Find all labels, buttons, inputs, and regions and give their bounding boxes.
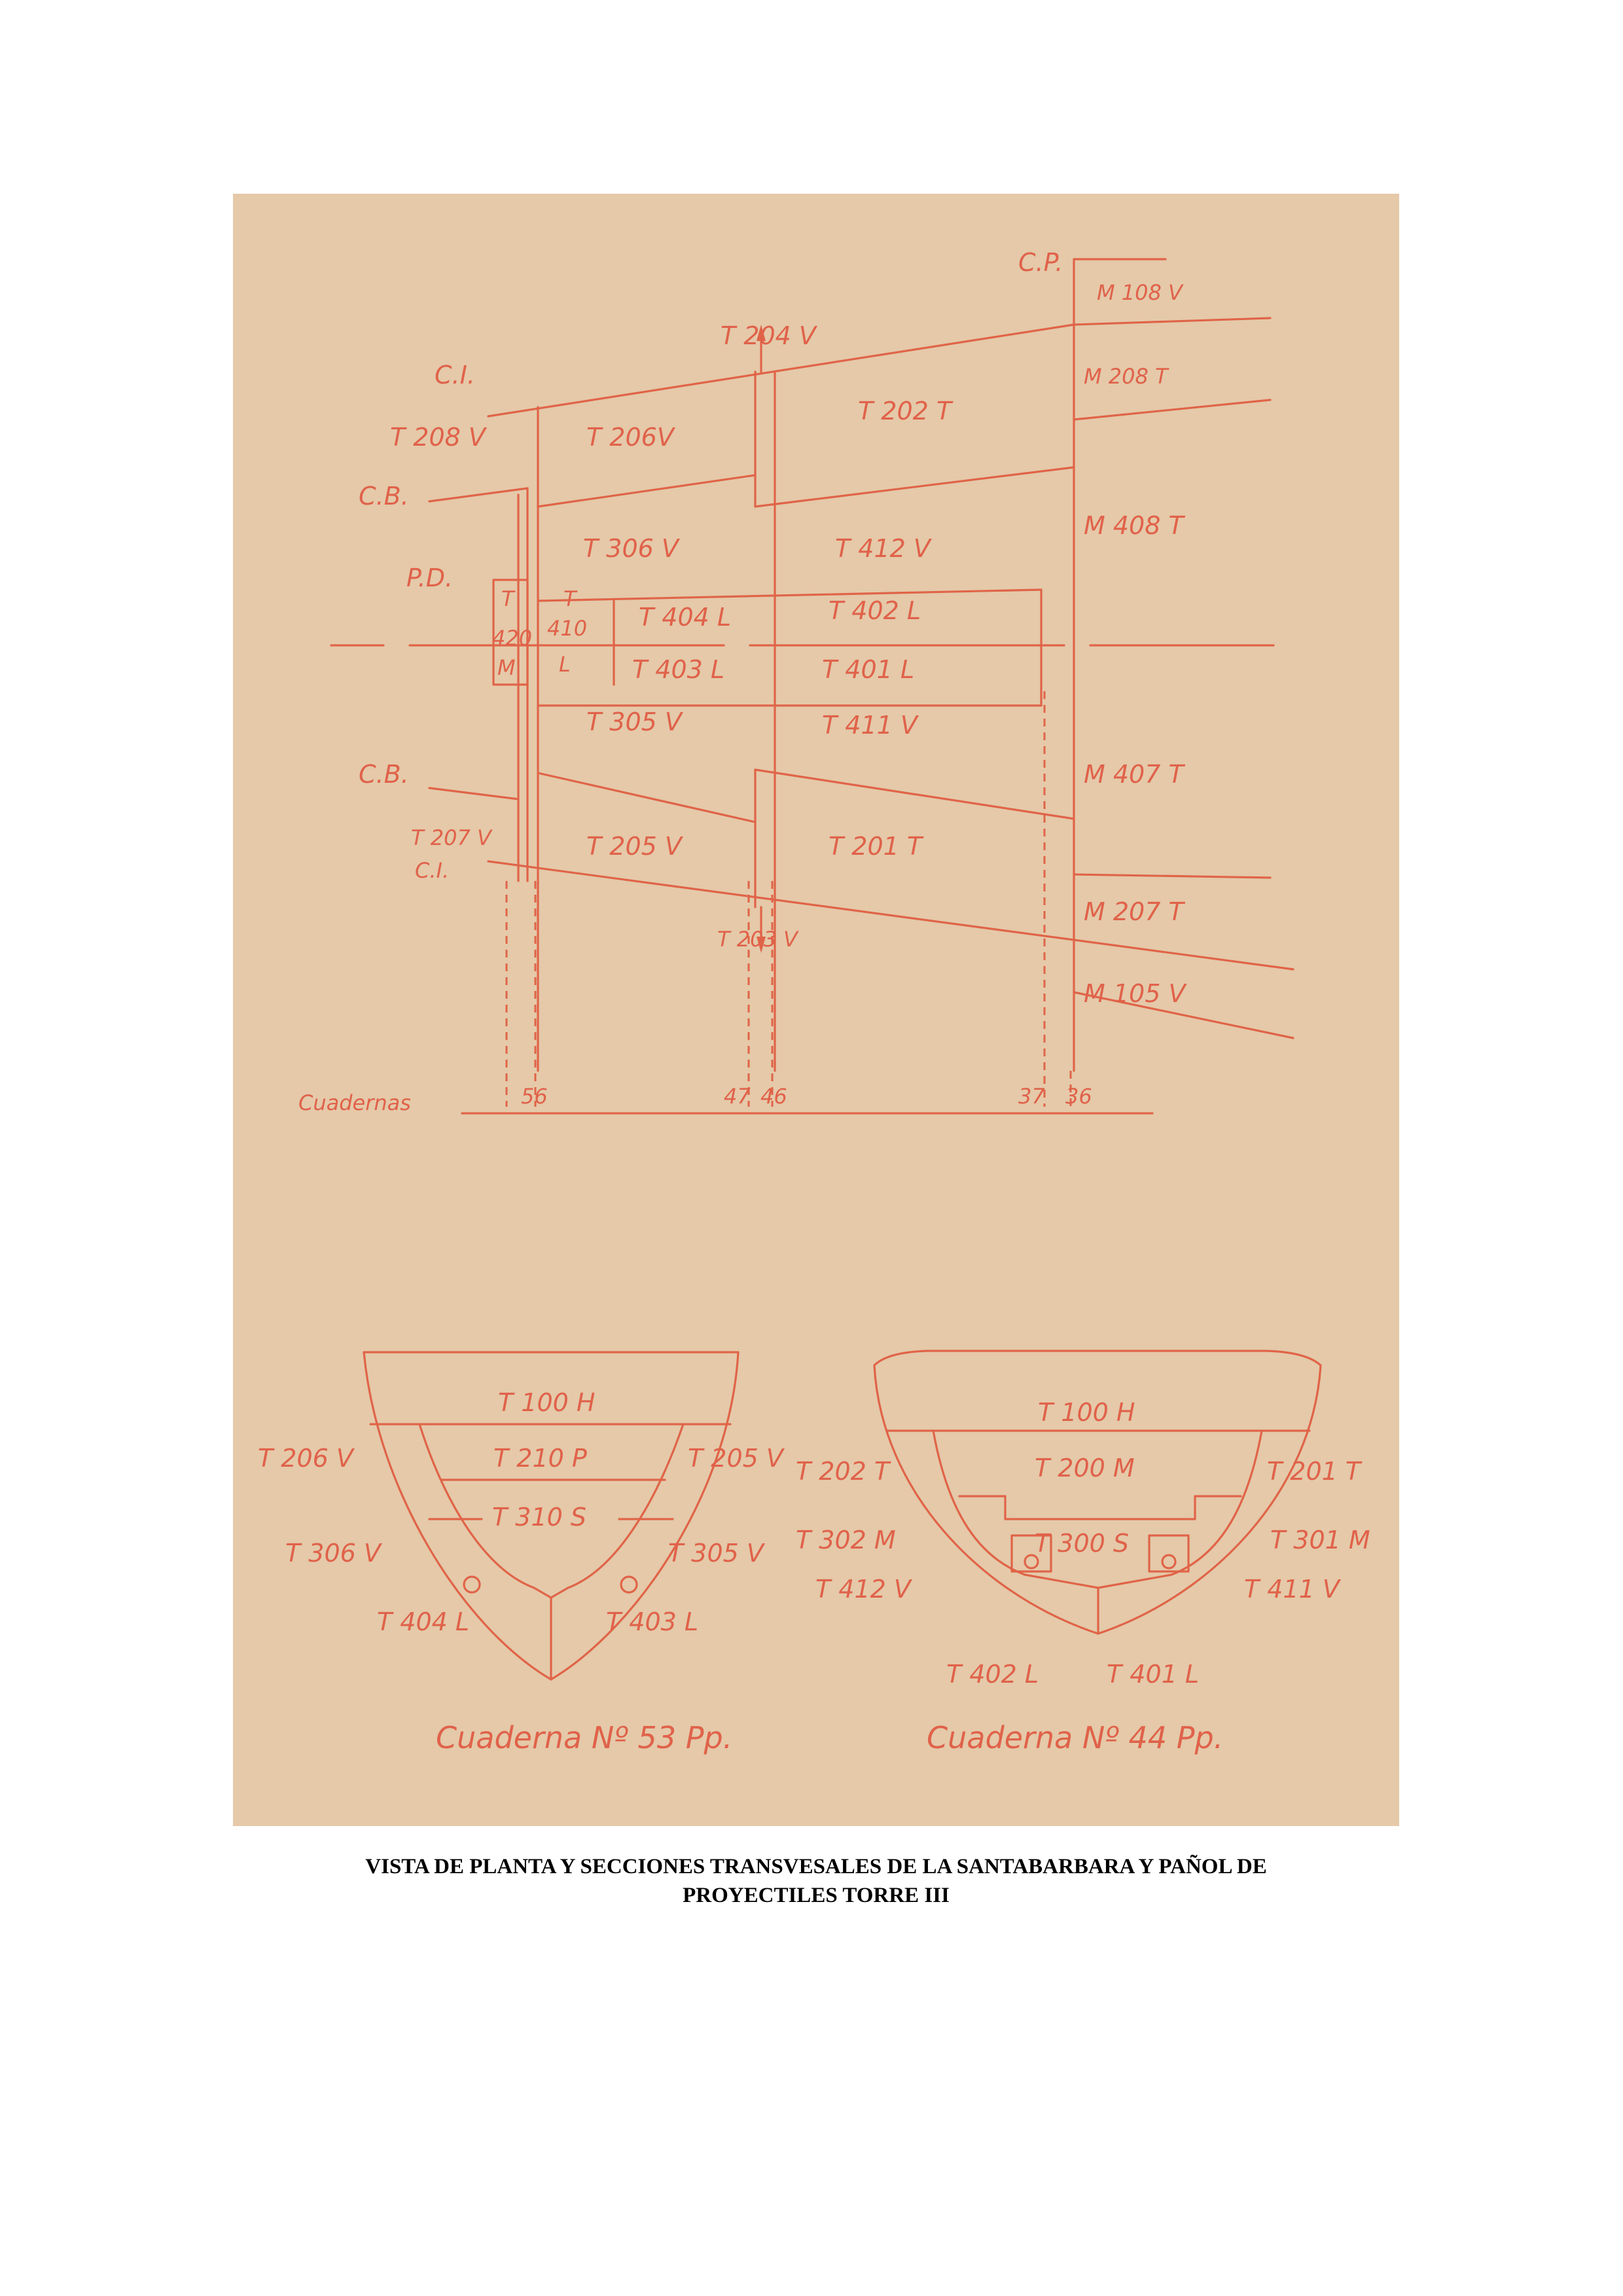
caption-line-2: PROYECTILES TORRE III bbox=[683, 1884, 950, 1907]
cb-top-label: C.B. bbox=[359, 482, 409, 511]
t412v-label: T 412 V bbox=[835, 534, 931, 563]
s53-t306v: T 306 V bbox=[285, 1539, 381, 1568]
t204v-label: T 204 V bbox=[721, 321, 816, 350]
s53-t305v: T 305 V bbox=[668, 1539, 764, 1568]
section-53 bbox=[258, 1352, 785, 1755]
t208v-label: T 208 V bbox=[390, 423, 486, 452]
figure-caption bbox=[233, 1852, 1399, 1910]
t420m-t: T bbox=[501, 586, 514, 611]
cb-bottom-label: C.B. bbox=[359, 760, 409, 789]
m207-line bbox=[1074, 874, 1270, 878]
m407t-label: M 407 T bbox=[1084, 760, 1184, 789]
s44-t200m: T 200 M bbox=[1035, 1454, 1135, 1482]
s53-t100h: T 100 H bbox=[498, 1388, 596, 1417]
s44-t412v: T 412 V bbox=[815, 1575, 911, 1604]
section-44-deck-2 bbox=[959, 1496, 1241, 1519]
s53-t310s: T 310 S bbox=[492, 1503, 587, 1532]
s44-t300s: T 300 S bbox=[1035, 1529, 1130, 1558]
m207t-label: M 207 T bbox=[1084, 897, 1184, 926]
s53-t205v: T 205 V bbox=[688, 1444, 783, 1473]
m408t-label: M 408 T bbox=[1084, 511, 1184, 540]
s53-caption: Cuaderna Nº 53 Pp. bbox=[436, 1720, 733, 1755]
s44-t401l: T 401 L bbox=[1107, 1660, 1200, 1689]
drawing bbox=[233, 194, 1399, 1826]
frame-37-label: 37 bbox=[1018, 1084, 1045, 1109]
cb-top-left bbox=[429, 488, 527, 501]
section-44-hole-r bbox=[1162, 1555, 1175, 1568]
cp-label: C.P. bbox=[1018, 248, 1063, 277]
t207v-label: T 207 V bbox=[411, 825, 491, 850]
s44-t302m: T 302 M bbox=[796, 1526, 896, 1554]
caption-line-1: VISTA DE PLANTA Y SECCIONES TRANSVESALES DE LA SANTABARBARA Y PAÑOL DE bbox=[365, 1855, 1267, 1878]
m208-line bbox=[1074, 400, 1270, 420]
t404l-label: T 404 L bbox=[639, 603, 732, 632]
t202t-label: T 202 T bbox=[858, 397, 952, 425]
plan-view bbox=[298, 248, 1293, 1115]
m108-line bbox=[1074, 318, 1270, 325]
t401l-label: T 401 L bbox=[822, 655, 915, 684]
cb-top-a bbox=[538, 475, 755, 507]
t410l-l: L bbox=[559, 652, 571, 677]
s44-t201t: T 201 T bbox=[1267, 1457, 1361, 1486]
t205v-label: T 205 V bbox=[586, 832, 682, 861]
t410l-t: T bbox=[563, 586, 577, 611]
t201t-label: T 201 T bbox=[829, 832, 923, 861]
cb-bottom-a bbox=[538, 773, 755, 822]
m108v-label: M 108 V bbox=[1097, 280, 1183, 305]
cuadernas-label: Cuadernas bbox=[298, 1090, 411, 1115]
t410l-n: 410 bbox=[547, 616, 588, 641]
t411v-label: T 411 V bbox=[822, 711, 918, 740]
s44-caption: Cuaderna Nº 44 Pp. bbox=[927, 1720, 1224, 1755]
s53-t404l: T 404 L bbox=[377, 1607, 470, 1636]
section-44-box-r bbox=[1149, 1535, 1188, 1571]
s53-t206v: T 206 V bbox=[258, 1444, 353, 1473]
section-44 bbox=[796, 1351, 1370, 1755]
cb-bottom-b bbox=[755, 770, 1074, 819]
frame-46-label: 46 bbox=[760, 1084, 787, 1109]
s53-t210p: T 210 P bbox=[493, 1444, 587, 1473]
t402l-label: T 402 L bbox=[829, 596, 921, 625]
s44-t402l: T 402 L bbox=[946, 1660, 1039, 1689]
cb-bottom-left bbox=[429, 788, 518, 799]
drawing-plate bbox=[233, 194, 1399, 1826]
t203v-label: T 203 V bbox=[717, 927, 798, 952]
pd-label: P.D. bbox=[406, 564, 454, 592]
section-53-hole-l bbox=[464, 1577, 480, 1592]
t420m-n: 420 bbox=[492, 626, 533, 651]
frame-56-label: 56 bbox=[521, 1084, 548, 1109]
t306v-label: T 306 V bbox=[583, 534, 679, 563]
ci-bottom-label: C.I. bbox=[415, 858, 450, 883]
s44-t202t: T 202 T bbox=[796, 1457, 890, 1486]
s44-t301m: T 301 M bbox=[1270, 1526, 1370, 1554]
m105v-label: M 105 V bbox=[1084, 979, 1186, 1008]
t404-top bbox=[538, 590, 1041, 601]
frame-36-label: 36 bbox=[1065, 1084, 1092, 1109]
t403l-label: T 403 L bbox=[632, 655, 725, 684]
t305v-label: T 305 V bbox=[586, 708, 682, 736]
ci-top-label: C.I. bbox=[435, 361, 475, 389]
s44-t100h: T 100 H bbox=[1038, 1398, 1135, 1427]
s44-t411v: T 411 V bbox=[1244, 1575, 1340, 1604]
t206v-label: T 206V bbox=[586, 423, 674, 452]
s53-t403l: T 403 L bbox=[606, 1607, 699, 1636]
section-53-hole-r bbox=[621, 1577, 637, 1592]
m208t-label: M 208 T bbox=[1084, 364, 1168, 389]
frame-47-label: 47 bbox=[724, 1084, 751, 1109]
cb-top-b bbox=[755, 467, 1074, 507]
t420m-m: M bbox=[497, 655, 516, 680]
